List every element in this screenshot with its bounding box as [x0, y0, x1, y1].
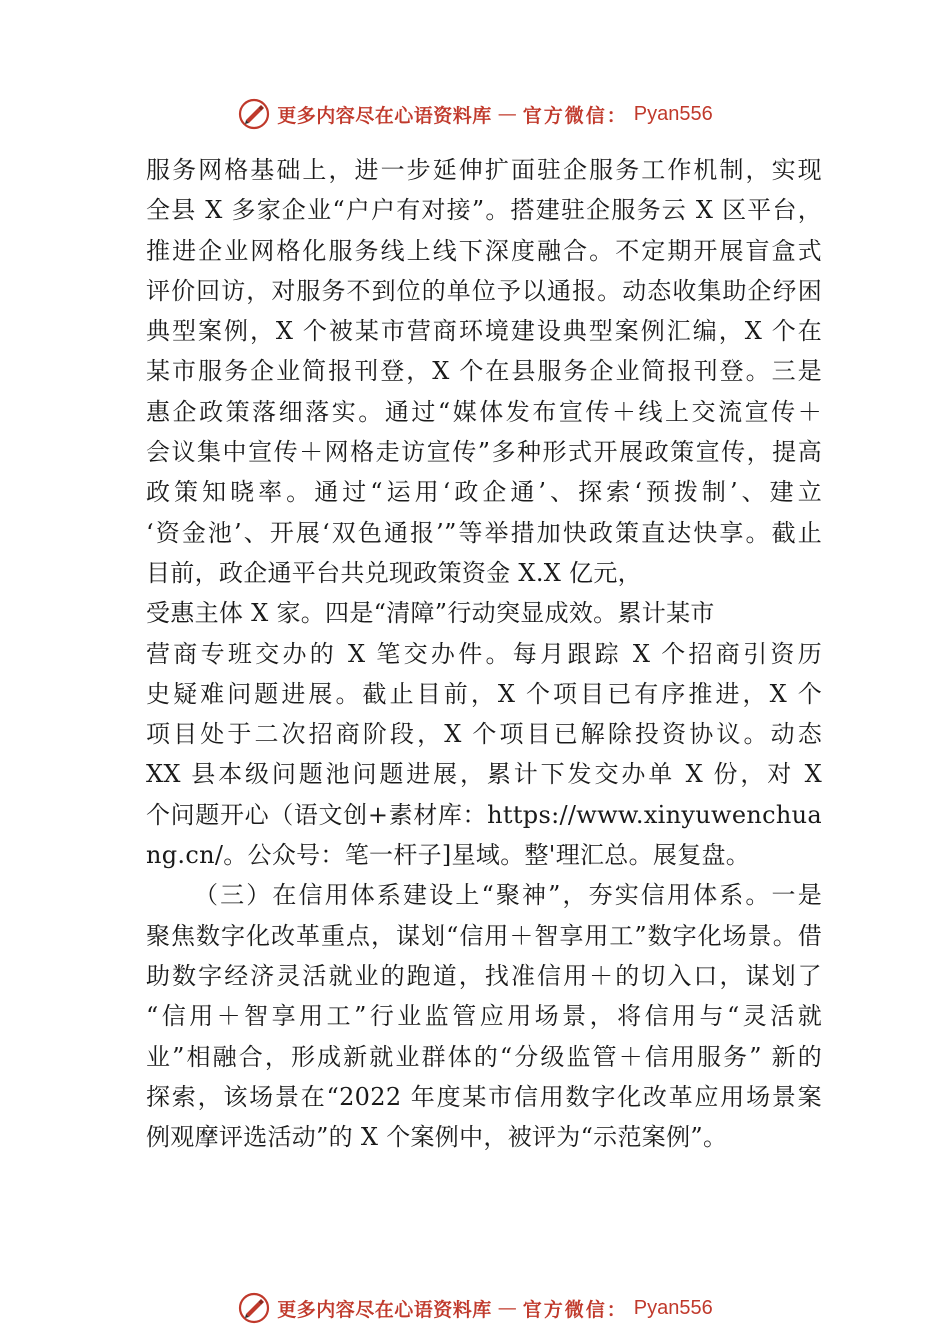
text-line: XX 县本级问题池问题进展，累计下发交办单 X 份，对 X: [146, 760, 822, 789]
text-line: 服务网格基础上，进一步延伸扩面驻企服务工作机制，实现: [146, 156, 822, 184]
text-line: 政策知晓率。通过“运用‘政企通’、探索‘预拨制’、建立: [146, 478, 822, 507]
watermark-header: [0, 94, 950, 134]
text-line: 聚焦数字化改革重点，谋划“信用＋智享用工”数字化场景。借: [146, 921, 822, 950]
writing-hand-seal-icon: [237, 97, 271, 131]
body-text: [146, 150, 822, 1157]
watermark-footer: [0, 1288, 950, 1328]
text-line: 业”相融合，形成新就业群体的“分级监管＋信用服务” 新的: [146, 1042, 822, 1071]
watermark-text: 更多内容尽在心语资料库: [277, 104, 492, 127]
text-line: 史疑难问题进展。截止目前，X 个项目已有序推进，X 个: [146, 679, 822, 708]
text-line: 推进企业网格化服务线上线下深度融合。不定期开展盲盒式: [146, 236, 822, 265]
text-line: 助数字经济灵活就业的跑道，找准信用＋的切入口，谋划了: [146, 961, 822, 990]
text-line: 受惠主体 X 家。四是“清障”行动突显成效。累计某市: [146, 599, 715, 628]
watermark-wechat-label: 官方微信：: [522, 104, 628, 127]
text-line: 目前，政企通平台共兑现政策资金 X.X 亿元，: [146, 558, 642, 587]
text-line: ng.cn/。公众号：笔一杆子]星域。整'理汇总。展复盘。: [146, 841, 751, 870]
watermark-wechat-label: 官方微信：: [522, 1298, 628, 1321]
text-line: 探索，该场景在“2022 年度某市信用数字化改革应用场景案: [146, 1082, 822, 1111]
text-line: 某市服务企业简报刊登，X 个在县服务企业简报刊登。三是: [146, 357, 822, 386]
text-line: （三）在信用体系建设上“聚神”，夯实信用体系。一是: [194, 881, 822, 910]
text-line: 惠企政策落细落实。通过“媒体发布宣传＋线上交流宣传＋: [146, 397, 822, 426]
text-line: 全县 X 多家企业“户户有对接”。搭建驻企服务云 X 区平台，: [146, 196, 822, 225]
text-line: 评价回访，对服务不到位的单位予以通报。动态收集助企纾困: [146, 276, 822, 305]
text-line: 例观摩评选活动”的 X 个案例中，被评为“示范案例”。: [146, 1123, 728, 1152]
text-line: “信用＋智享用工”行业监管应用场景，将信用与“灵活就: [146, 1002, 822, 1031]
text-line: ‘资金池’、开展‘双色通报’”等举措加快政策直达快享。截止: [146, 518, 822, 547]
watermark-wechat-id: Pyan556: [633, 102, 713, 125]
writing-hand-seal-icon: [237, 1291, 271, 1325]
text-line: 个问题开心（语文创+素材库：https://www.xinyuwenchua: [146, 800, 822, 829]
watermark-dash: —: [497, 103, 517, 125]
text-line: 会议集中宣传＋网格走访宣传”多种形式开展政策宣传，提高: [146, 438, 822, 467]
text-line: 项目处于二次招商阶段，X 个项目已解除投资协议。动态: [146, 720, 822, 749]
watermark-wechat-id: Pyan556: [633, 1296, 713, 1319]
text-line: 典型案例，X 个被某市营商环境建设典型案例汇编，X 个在: [146, 317, 822, 346]
watermark-dash: —: [497, 1297, 517, 1319]
watermark-text: 更多内容尽在心语资料库: [277, 1298, 492, 1321]
text-line: 营商专班交办的 X 笔交办件。每月跟踪 X 个招商引资历: [146, 639, 822, 668]
